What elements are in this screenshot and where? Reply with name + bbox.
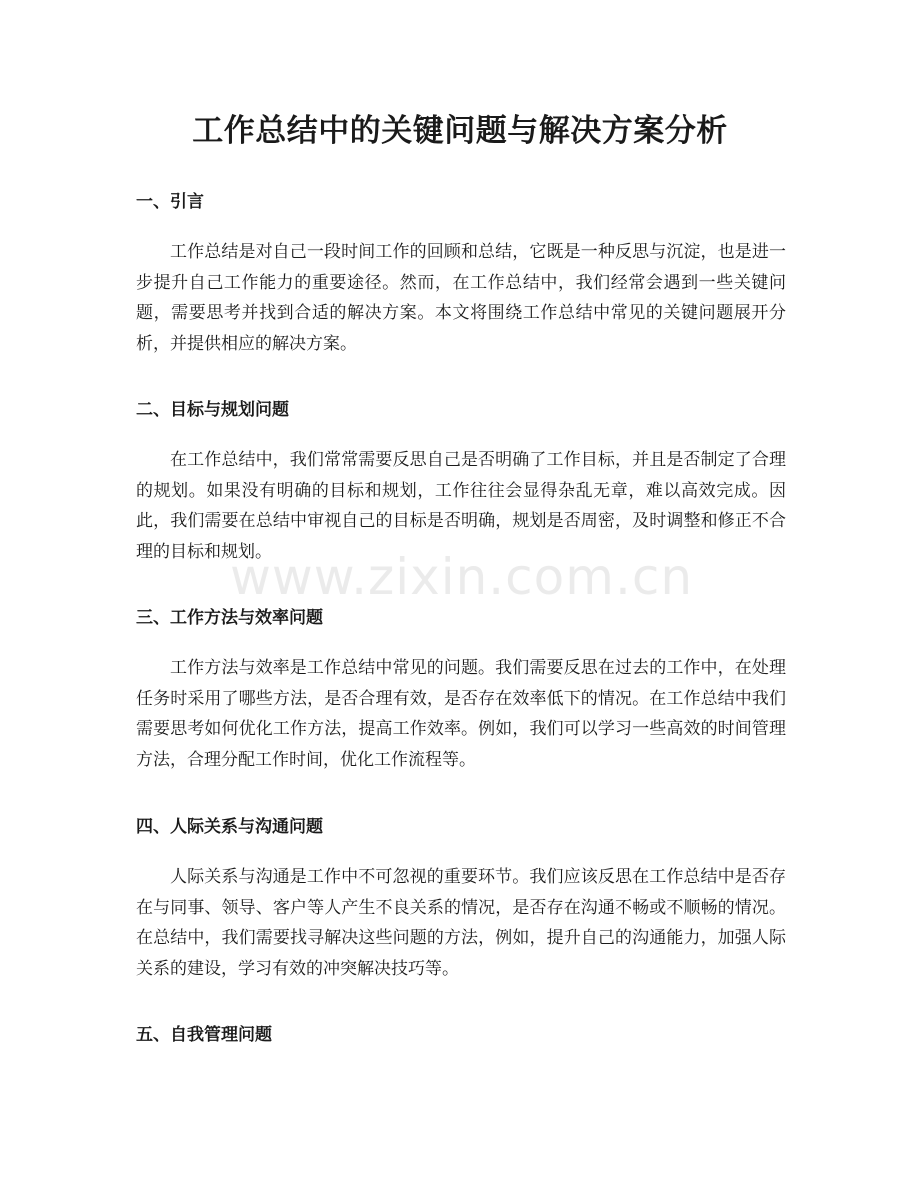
section-paragraph-goals: 在工作总结中，我们常常需要反思自己是否明确了工作目标，并且是否制定了合理的规划。如果没有明确的目标和规划，工作往往会显得杂乱无章，难以高效完成。因此，我们需要在总结中审视自己的目标是否明确，规划是否周密，及时调整和修正不合理的目标和规划。 [136, 450, 786, 562]
section-heading-self-management: 五、自我管理问题 [136, 1025, 272, 1045]
section-paragraph-communication: 人际关系与沟通是工作中不可忽视的重要环节。我们应该反思在工作总结中是否存在与同事、领导、客户等人产生不良关系的情况，是否存在沟通不畅或不顺畅的情况。在总结中，我们需要找寻解决这些问题的方法，例如，提升自己的沟通能力，加强人际关系的建设，学习有效的冲突解决技巧等。 [136, 867, 786, 979]
section-heading-intro: 一、引言 [136, 192, 204, 212]
section-paragraph-methods: 工作方法与效率是工作总结中常见的问题。我们需要反思在过去的工作中，在处理任务时采用了哪些方法，是否合理有效，是否存在效率低下的情况。在工作总结中我们需要思考如何优化工作方法，提高工作效率。例如，我们可以学习一些高效的时间管理方法，合理分配工作时间，优化工作流程等。 [136, 658, 786, 770]
section-heading-methods: 三、工作方法与效率问题 [136, 608, 323, 628]
section-heading-goals: 二、目标与规划问题 [136, 400, 289, 420]
watermark: www.zixin.com.cn [230, 548, 694, 606]
document-title: 工作总结中的关键问题与解决方案分析 [192, 113, 728, 149]
section-paragraph-intro: 工作总结是对自己一段时间工作的回顾和总结，它既是一种反思与沉淀，也是进一步提升自己工作能力的重要途径。然而，在工作总结中，我们经常会遇到一些关键问题，需要思考并找到合适的解决方案。本文将围绕工作总结中常见的关键问题展开分析，并提供相应的解决方案。 [136, 242, 786, 354]
section-heading-communication: 四、人际关系与沟通问题 [136, 817, 323, 837]
